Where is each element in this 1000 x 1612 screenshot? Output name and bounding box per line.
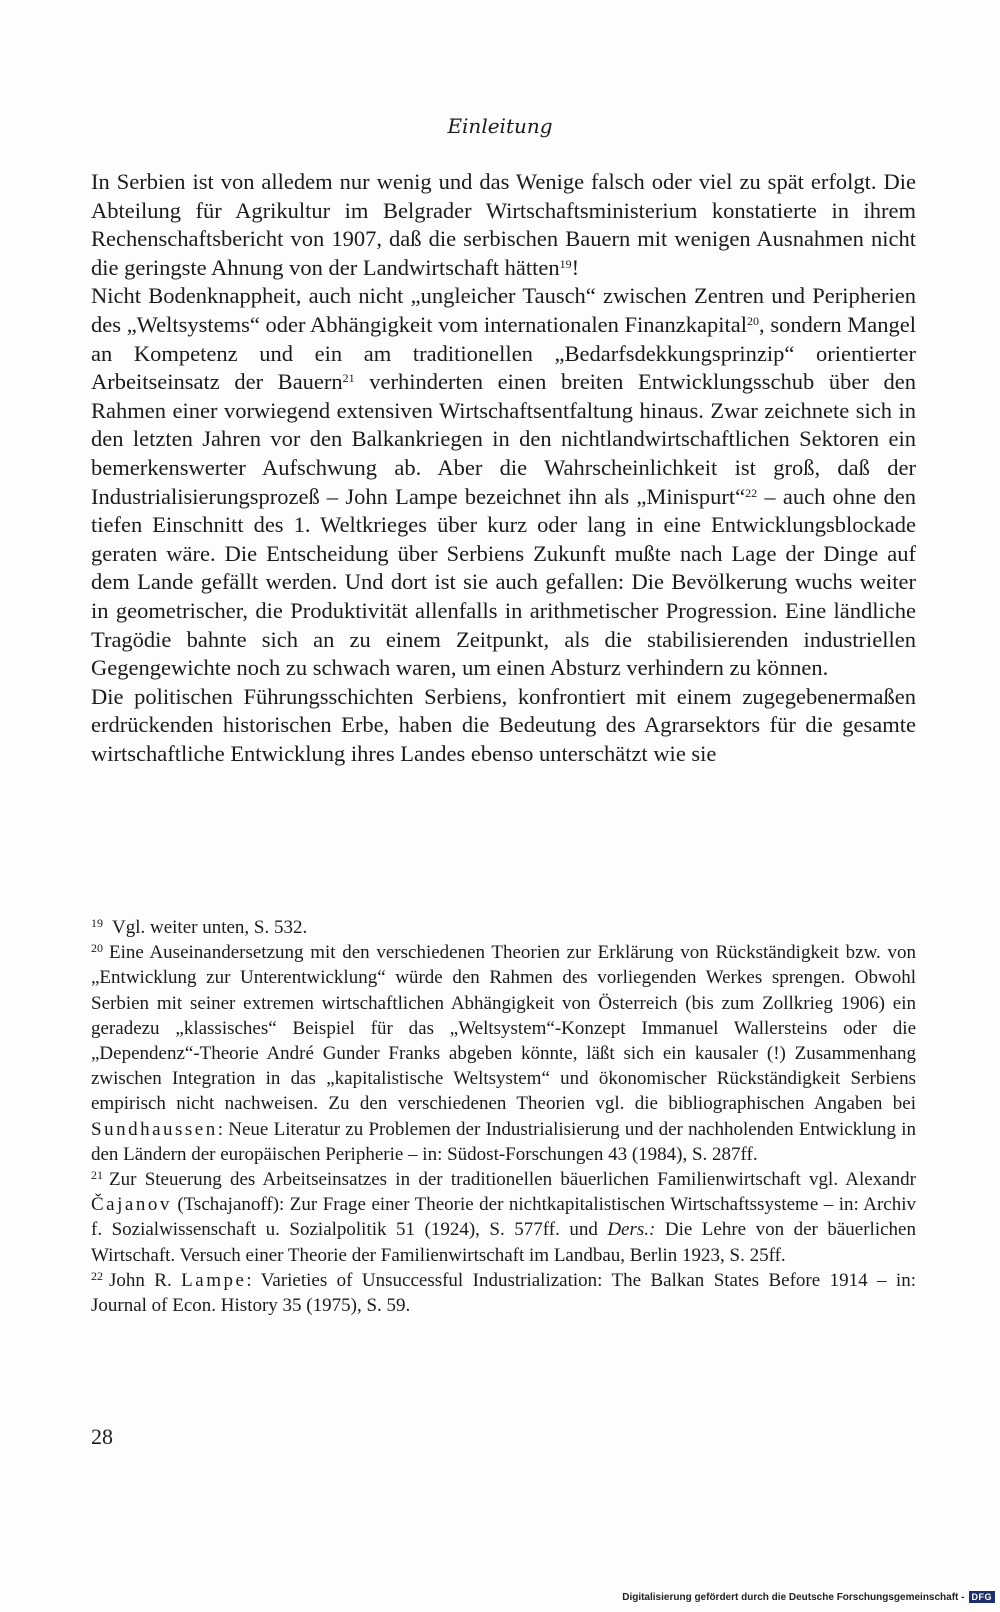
footnote-number: 22 <box>91 1268 103 1283</box>
footnote-19: $^{19}$ Vgl. weiter unten, S. 532. <box>91 916 308 938</box>
footnote-ref-22[interactable]: 22 <box>745 485 758 500</box>
dfg-logo-icon: DFG <box>969 1591 996 1603</box>
author-name: Čajanov <box>91 1194 172 1216</box>
paragraph-2: Nicht Bodenknappheit, auch nicht „ungleicher Tausch“ zwischen Zentren und Peripherien des „Weltsystems“ oder Abhängigkeit vom internationalen Finanzkapital$^{20}$, sondern Mangel an Kompetenz und ein am traditionellen „Bedarfsdekkungsprinzip“ orientierter Arbeitseinsatz der Bauern$^{21}$ verhinderten einen breiten Entwicklungsschub über den Rahmen einer vorwiegend extensiven Wirtschaftsentfaltung hinaus. Zwar zeichnete sich in den letzten Jahren vor den Balkankriegen in den nichtlandwirtschaftlichen Sektoren ein bemerkenswerter Aufschwung ab. Aber die Wahrscheinlichkeit ist groß, daß der Industrialisierungsprozeß – John Lampe bezeichnet ihn als „Minispurt“$^{22}$ – auch ohne den tiefen Einschnitt des 1. Weltkrieges über kurz oder lang in eine Entwicklungsblockade geraten wäre. Die Entscheidung über Serbiens Zukunft mußte nach Lage der Dinge auf dem Lande gefällt werden. Und dort ist sie auch gefallen: Die Bevölkerung wuchs weiter in geometrischer, die Produktivität allenfalls in arithmetischer Progression. Eine ländliche Tragödie bahnte sich an zu einem Zeitpunkt, als die stabilisierenden industriellen Gegengewichte noch zu schwach waren, um einen Absturz verhindern zu können. <box>91 283 917 681</box>
footnotes <box>91 915 916 1318</box>
footnote-22: $^{22}$ John R. Lampe: Varieties of Unsuccessful Industrialization: The Balkan States Before 1914 – in: Journal of Econ. History 35 (1975), S. 59. <box>91 1268 916 1317</box>
paragraph-3: Die politischen Führungsschichten Serbiens, konfrontiert mit einem zugegebenermaßen erdrückenden historischen Erbe, haben die Bedeutung des Agrarsektors für die gesamte wirtschaftliche Entwicklung ihres Landes ebenso unterschätzt wie sie <box>91 683 916 766</box>
credit-text: Digitalisierung gefördert durch die Deutsche Forschungsgemeinschaft - <box>622 1591 965 1603</box>
paragraph-1: In Serbien ist von alledem nur wenig und das Wenige falsch oder viel zu spät erfolgt. Die Abteilung für Agrikultur im Belgrader Wirtschaftsministerium konstatierte in ihrem Rechenschaftsbericht von 1907, daß die serbischen Bauern mit wenigen Ausnahmen nicht die geringste Ahnung von der Landwirtschaft hätten$^{19}$! <box>91 169 916 280</box>
footnote-ref-19[interactable]: 19 <box>559 256 572 271</box>
digitization-credit <box>622 1591 995 1603</box>
ders-abbrev: Ders.: <box>607 1219 656 1241</box>
footnote-number: 19 <box>91 916 103 930</box>
author-name: Sundhaussen <box>91 1118 218 1140</box>
footnote-number: 20 <box>91 941 103 956</box>
footnote-ref-20[interactable]: 20 <box>747 313 759 328</box>
author-name: Lampe <box>181 1269 247 1291</box>
footnote-ref-21[interactable]: 21 <box>342 371 355 386</box>
footnote-number: 21 <box>91 1168 103 1183</box>
running-header: Einleitung <box>447 114 553 138</box>
footnote-21: $^{21}$ Zur Steuerung des Arbeitseinsatzes in der traditionellen bäuerlichen Familienwirtschaft vgl. Alexandr Čajanov (Tschajanoff): Zur Frage einer Theorie der nichtkapitalistischen Wirtschaftssysteme – in: Archiv f. Sozialwissenschaft u. Sozialpolitik 51 (1924), S. 577ff. und Ders.: Die Lehre von der bäuerlichen Wirtschaft. Versuch einer Theorie der Familienwirtschaft im Landbau, Berlin 1923, S. 25ff. <box>91 1168 916 1266</box>
footnote-20: $^{20}$ Eine Auseinandersetzung mit den verschiedenen Theorien zur Erklärung von Rückständigkeit bzw. von „Entwicklung zur Unterentwicklung“ würde den Rahmen des vorliegenden Werkes sprengen. Obwohl Serbien mit seiner extremen wirtschaftlichen Abhängigkeit von Österreich (bis zum Zollkrieg 1906) ein geradezu „klassisches“ Beispiel für das „Weltsystem“-Konzept Immanuel Wallersteins oder die „Dependenz“-Theorie André Gunder Franks abgeben könnte, läßt sich ein kausaler (!) Zusammenhang zwischen Integration in das „kapitalistische Weltsystem“ und ökonomischer Rückständigkeit Serbiens empirisch nicht nachweisen. Zu den verschiedenen Theorien vgl. die bibliographischen Angaben bei Sundhaussen: Neue Literatur zu Problemen der Industrialisierung und der nachholenden Entwicklung in den Ländern der europäischen Peripherie – in: Südost-Forschungen 43 (1984), S. 287ff. <box>91 941 916 1165</box>
page-number: 28 <box>91 1424 113 1449</box>
main-text <box>91 168 916 768</box>
